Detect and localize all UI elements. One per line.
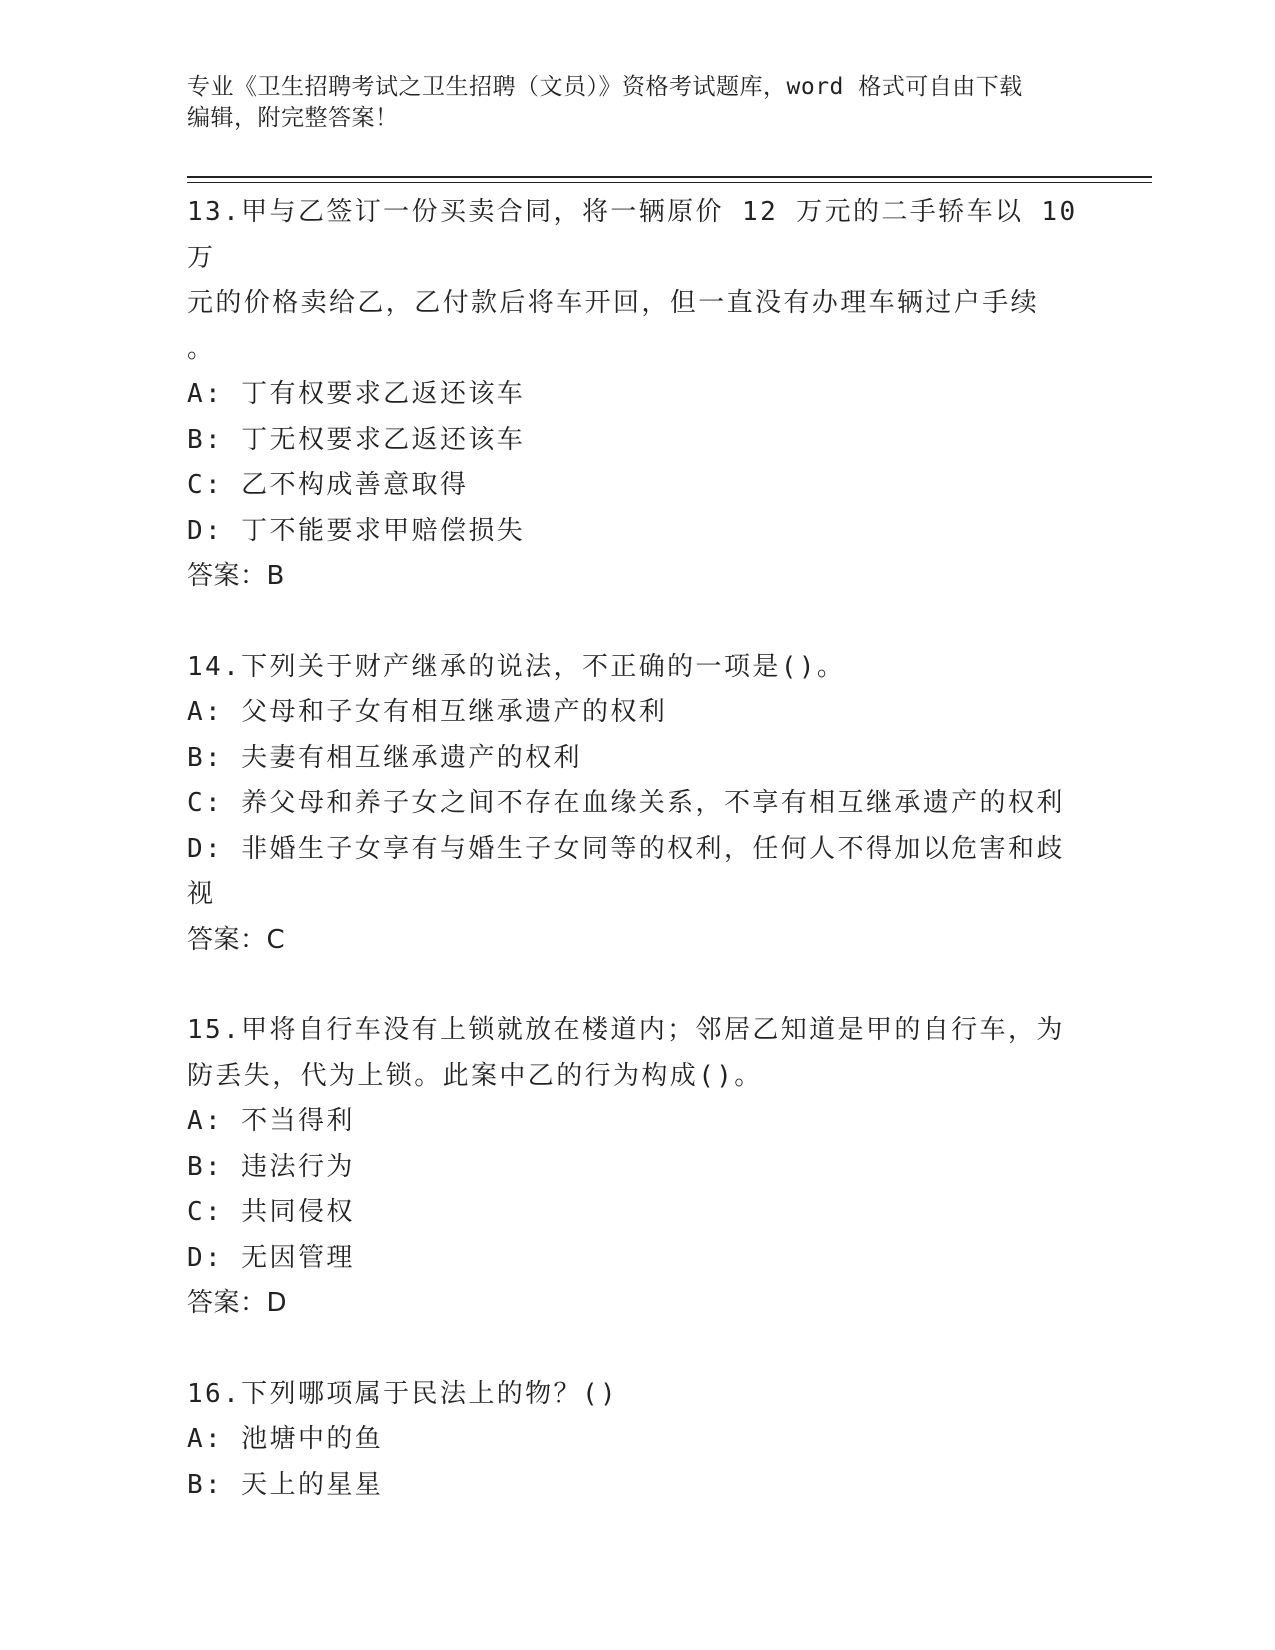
question-14 xyxy=(187,645,1087,964)
header-line: 编辑，附完整答案！ xyxy=(187,105,399,131)
answer: 答案：D xyxy=(187,1288,288,1318)
question-stem: 16.下列哪项属于民法上的物？() xyxy=(187,1378,619,1409)
option-b: B: 夫妻有相互继承遗产的权利 xyxy=(187,742,582,773)
question-stem: 。 xyxy=(187,333,216,364)
option-a: A: 池塘中的鱼 xyxy=(187,1424,384,1454)
question-stem: 13.甲与乙签订一份买卖合同，将一辆原价 12 万元的二手轿车以 10 万 xyxy=(187,197,1078,273)
document-header xyxy=(187,72,1067,134)
option-d: D: 无因管理 xyxy=(187,1242,355,1273)
option-a: A: 父母和子女有相互继承遗产的权利 xyxy=(187,697,668,727)
header-divider-thin xyxy=(187,182,1152,183)
question-stem: 防丢失，代为上锁。此案中乙的行为构成()。 xyxy=(187,1060,763,1091)
option-b: B: 天上的星星 xyxy=(187,1469,384,1500)
question-list xyxy=(187,190,1087,1508)
question-13 xyxy=(187,190,1087,600)
header-divider xyxy=(187,176,1152,178)
question-stem: 元的价格卖给乙，乙付款后将车开回，但一直没有办理车辆过户手续 xyxy=(187,288,1040,318)
option-d: D: 丁不能要求甲赔偿损失 xyxy=(187,515,526,546)
question-16 xyxy=(187,1372,1087,1509)
answer: 答案：C xyxy=(187,924,286,955)
option-d-continued: 视 xyxy=(187,879,216,909)
option-b: B: 违法行为 xyxy=(187,1151,355,1182)
option-c: C: 养父母和养子女之间不存在血缘关系，不享有相互继承遗产的权利 xyxy=(187,788,1065,818)
option-c: C: 乙不构成善意取得 xyxy=(187,470,469,500)
option-b: B: 丁无权要求乙返还该车 xyxy=(187,424,526,455)
answer: 答案：B xyxy=(187,561,285,591)
question-stem: 15.甲将自行车没有上锁就放在楼道内；邻居乙知道是甲的自行车，为 xyxy=(187,1015,1065,1045)
option-a: A: 不当得利 xyxy=(187,1106,355,1136)
option-d: D: 非婚生子女享有与婚生子女同等的权利，任何人不得加以危害和歧 xyxy=(187,833,1065,864)
header-line: 专业《卫生招聘考试之卫生招聘（文员）》资格考试题库，word 格式可自由下载 xyxy=(187,74,1023,100)
option-a: A: 丁有权要求乙返还该车 xyxy=(187,379,526,409)
question-stem: 14.下列关于财产继承的说法，不正确的一项是()。 xyxy=(187,651,846,682)
question-15 xyxy=(187,1008,1087,1327)
option-c: C: 共同侵权 xyxy=(187,1197,355,1227)
